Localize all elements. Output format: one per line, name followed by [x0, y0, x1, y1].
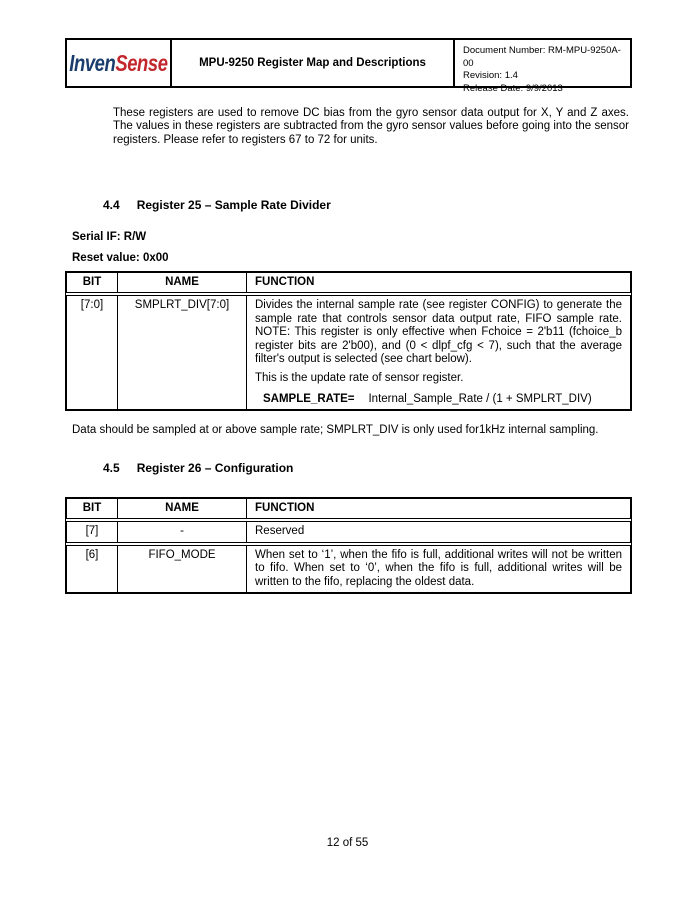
- invensense-logo: [67, 40, 172, 86]
- formula-label: SAMPLE_RATE=: [263, 392, 355, 405]
- function-paragraph-2: This is the update rate of sensor register.: [255, 372, 464, 385]
- logo-inven: Inven: [69, 49, 116, 76]
- table-row: [66, 295, 631, 410]
- section-heading-4-4: [103, 198, 331, 212]
- document-info-block: [455, 40, 630, 94]
- cell-function: When set to ‘1’, when the fifo is full, additional writes will not be written to fifo. When set to ‘0’, when the fifo is full, additional writes will be written to the fifo, replacing the oldest data.: [255, 548, 622, 588]
- cell-function: [247, 296, 630, 409]
- formula-value: Internal_Sample_Rate / (1 + SMPLRT_DIV): [368, 392, 592, 405]
- document-header: [65, 38, 632, 94]
- table-header-row: [66, 498, 631, 519]
- register-25-table: [65, 271, 632, 411]
- section-heading-4-5: [103, 461, 293, 475]
- document-title: MPU-9250 Register Map and Descriptions: [172, 40, 455, 86]
- cell-function: Reserved: [255, 525, 305, 538]
- col-header-function: FUNCTION: [255, 502, 315, 514]
- logo-sense: Sense: [115, 49, 168, 76]
- col-header-name: NAME: [118, 273, 247, 292]
- page-number: 12 of 55: [326, 837, 369, 849]
- section-number: 4.5: [103, 461, 120, 475]
- intro-paragraph: These registers are used to remove DC bias from the gyro sensor data output for X, Y and Z axes. The values in these registers are subtracted from the gyro sensor values before going into the sensor registers. Please refer to registers 67 to 72 for units.: [113, 107, 629, 146]
- table-row: [66, 521, 631, 542]
- col-header-bit: BIT: [67, 499, 118, 518]
- table-header-row: [66, 272, 631, 293]
- section-title: Register 25 – Sample Rate Divider: [136, 198, 331, 212]
- invensense-logo-text: [69, 50, 167, 77]
- col-header-name: NAME: [118, 499, 247, 518]
- cell-name: FIFO_MODE: [118, 546, 247, 592]
- table-row: [66, 545, 631, 593]
- cell-bit: [7:0]: [67, 296, 118, 409]
- sample-rate-formula: [255, 393, 622, 406]
- reset-value-line: Reset value: 0x00: [72, 252, 169, 264]
- col-header-bit: BIT: [67, 273, 118, 292]
- serial-if-line: Serial IF: R/W: [72, 231, 147, 243]
- function-paragraph-1: Divides the internal sample rate (see register CONFIG) to generate the sample rate that controls sensor data output rate, FIFO sample rate. NOTE: This register is only effective when Fchoice = 2'b11 (fchoice_b register bits are 2'b00), and (0 < dlpf_cfg < 7), such that the average filter's output is selected (see chart below).: [255, 299, 622, 366]
- cell-name: -: [118, 522, 247, 541]
- document-revision: Revision: 1.4: [463, 70, 518, 81]
- section-title: Register 26 – Configuration: [136, 461, 294, 475]
- section-number: 4.4: [103, 198, 120, 212]
- cell-name: SMPLRT_DIV[7:0]: [118, 296, 247, 409]
- sampling-note: Data should be sampled at or above sample rate; SMPLRT_DIV is only used for1kHz internal sampling.: [72, 424, 599, 436]
- col-header-function: FUNCTION: [255, 276, 315, 288]
- register-26-table: [65, 497, 632, 594]
- cell-bit: [7]: [67, 522, 118, 541]
- cell-bit: [6]: [67, 546, 118, 592]
- document-release-date: Release Date: 9/9/2013: [463, 82, 563, 94]
- document-number: Document Number: RM-MPU-9250A-00: [463, 45, 621, 69]
